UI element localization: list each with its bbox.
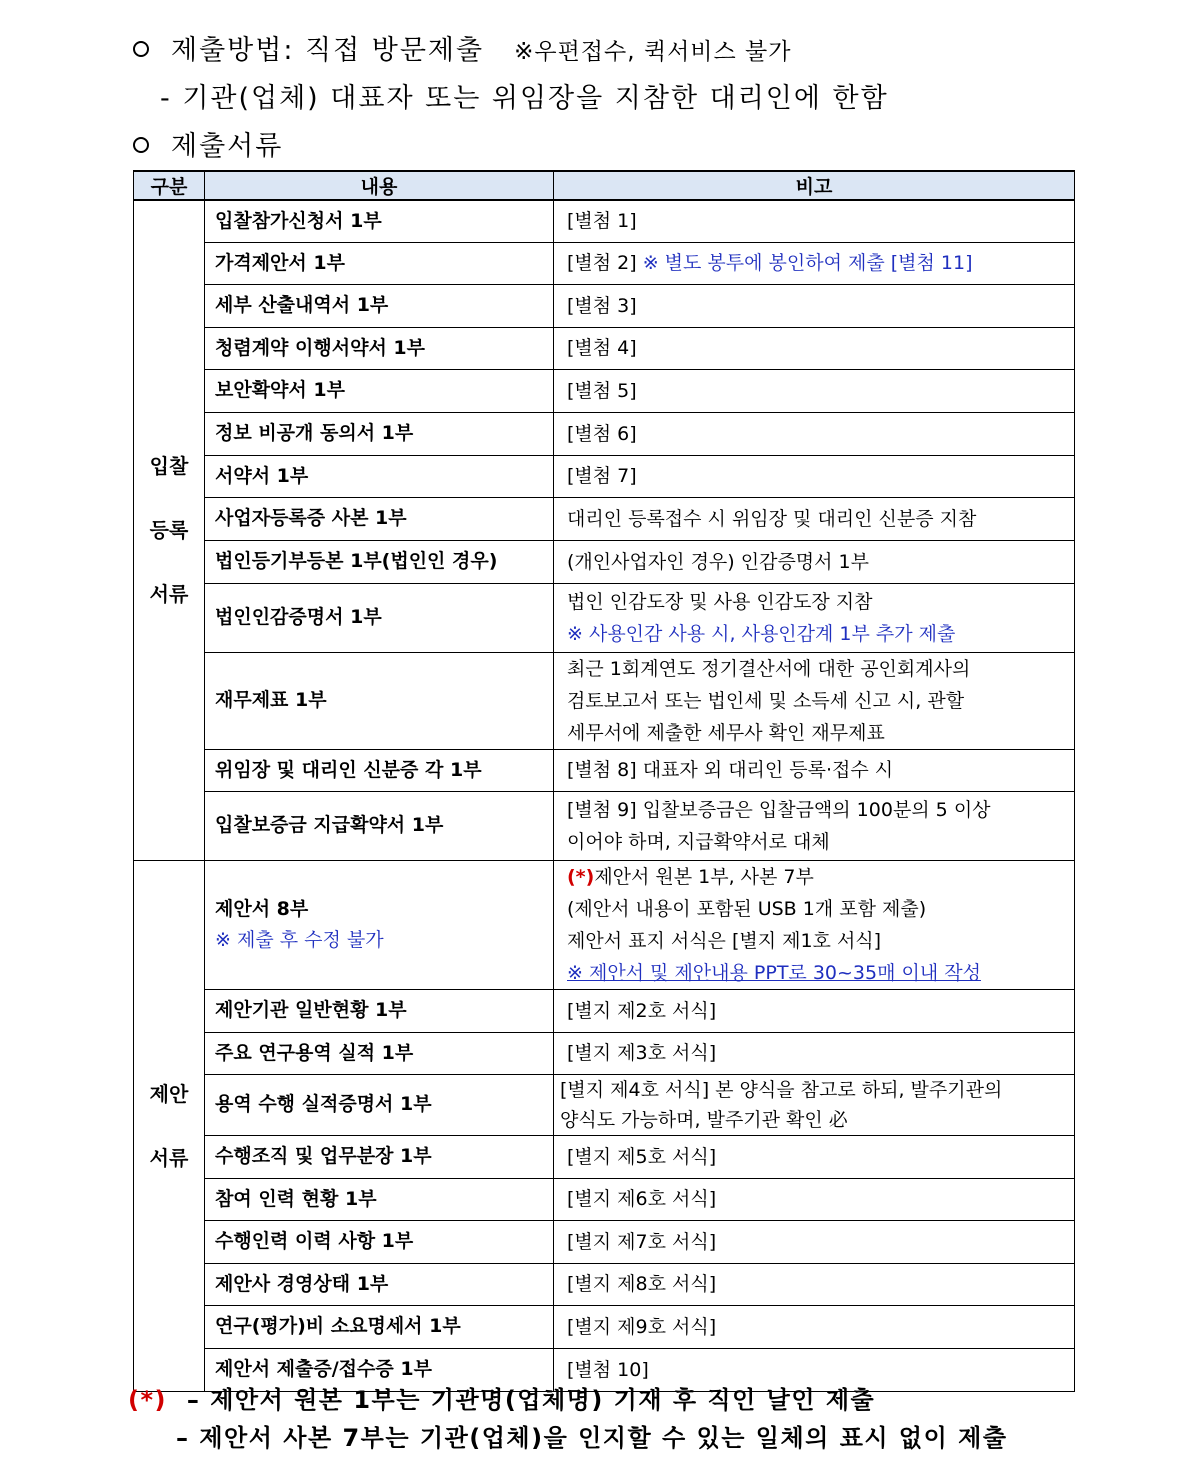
document-remark (554, 583, 1075, 652)
document-name: 세부 산출내역서 1부 (205, 284, 554, 327)
document-remark: [별지 제8호 서식] (554, 1263, 1075, 1305)
table-row (134, 1178, 1075, 1220)
header-category: 구분 (134, 171, 205, 200)
table-header-row (134, 171, 1075, 200)
table-row (134, 860, 1075, 989)
document-remark (554, 860, 1075, 989)
document-remark: [별첨 5] (554, 369, 1075, 412)
document-remark: [별지 제7호 서식] (554, 1220, 1075, 1263)
remark-blue-note: ※ 사용인감 사용 시, 사용인감계 1부 추가 제출 (567, 622, 956, 645)
document-name: 제안서 제출증/접수증 1부 (205, 1348, 554, 1391)
document-name: 재무제표 1부 (205, 652, 554, 749)
table-row (134, 1135, 1075, 1178)
table-row (134, 749, 1075, 791)
table-row (134, 369, 1075, 412)
table-row (134, 284, 1075, 327)
document-remark: [별첨 6] (554, 412, 1075, 455)
table-row (134, 497, 1075, 540)
document-name: 수행인력 이력 사항 1부 (205, 1220, 554, 1263)
document-name: 주요 연구용역 실적 1부 (205, 1032, 554, 1074)
table-row (134, 1032, 1075, 1074)
document-name: 정보 비공개 동의서 1부 (205, 412, 554, 455)
footer-note-2 (176, 1418, 1008, 1453)
remark-text: 이어야 하며, 지급확약서로 대체 (567, 830, 830, 853)
document-name: 가격제안서 1부 (205, 242, 554, 284)
document-remark: (개인사업자인 경우) 인감증명서 1부 (554, 540, 1075, 583)
remark-text: 제안서 원본 1부, 사본 7부 (594, 865, 814, 888)
table-row (134, 1263, 1075, 1305)
submission-method-label: 제출방법: 직접 방문제출 (171, 35, 485, 66)
remark-text: 세무서에 제출한 세무사 확인 재무제표 (567, 721, 885, 744)
table-row (134, 200, 1075, 242)
table-row (134, 242, 1075, 284)
document-remark: [별첨 4] (554, 327, 1075, 369)
submission-method-note: ※우편접수, 퀵서비스 불가 (514, 39, 792, 65)
remark-text: 최근 1회계연도 정기결산서에 대한 공인회계사의 (567, 657, 971, 680)
remark-text: (제안서 내용이 포함된 USB 1개 포함 제출) (567, 897, 927, 920)
document-remark (554, 791, 1075, 860)
document-name: 수행조직 및 업무분장 1부 (205, 1135, 554, 1178)
document-remark: [별첨 1] (554, 200, 1075, 242)
submission-method-line (133, 28, 791, 67)
remark-text: [별첨 2] (567, 252, 637, 274)
category-proposal (134, 860, 205, 1391)
table-row (134, 1074, 1075, 1135)
document-name: 용역 수행 실적증명서 1부 (205, 1074, 554, 1135)
remark-text: 법인 인감도장 및 사용 인감도장 지참 (567, 590, 873, 613)
table-row (134, 412, 1075, 455)
header-content: 내용 (205, 171, 554, 200)
document-remark (554, 242, 1075, 284)
footer-line-2: – 제안서 사본 7부는 기관(업체)을 인지할 수 있는 일체의 표시 없이 제출 (176, 1424, 1008, 1452)
submission-method-subline: - 기관(업체) 대표자 또는 위임장을 지참한 대리인에 한함 (160, 83, 889, 114)
document-name: 연구(평가)비 소요명세서 1부 (205, 1305, 554, 1348)
remark-text: 양식도 가능하며, 발주기관 확인 必 (560, 1108, 848, 1131)
table-row (134, 989, 1075, 1032)
document-remark: [별첨 3] (554, 284, 1075, 327)
document-name: 청렴계약 이행서약서 1부 (205, 327, 554, 369)
document-name: 위임장 및 대리인 신분증 각 1부 (205, 749, 554, 791)
table-row (134, 583, 1075, 652)
remark-red-mark: (*) (567, 865, 595, 888)
document-name: 법인인감증명서 1부 (205, 583, 554, 652)
remark-underlined-note: ※ 제안서 및 제안내용 PPT로 30~35매 이내 작성 (567, 961, 981, 984)
document-remark: [별지 제3호 서식] (554, 1032, 1075, 1074)
footer-red-mark: (*) (128, 1386, 167, 1414)
document-name: 제안사 경영상태 1부 (205, 1263, 554, 1305)
document-name: 사업자등록증 사본 1부 (205, 497, 554, 540)
category-text: 등록 (149, 518, 189, 543)
document-name-text: 제안서 8부 (215, 897, 309, 920)
document-remark (554, 1074, 1075, 1135)
table-row (134, 791, 1075, 860)
remark-text: 제안서 표지 서식은 [별지 제1호 서식] (567, 929, 882, 952)
table-row (134, 455, 1075, 497)
table-row (134, 1305, 1075, 1348)
header-remarks: 비고 (554, 171, 1075, 200)
table-row (134, 652, 1075, 749)
category-bid-registration (134, 200, 205, 860)
category-text: 서류 (149, 1145, 189, 1170)
category-text: 입찰 (149, 454, 189, 479)
document-name: 서약서 1부 (205, 455, 554, 497)
footer-line-1: – 제안서 원본 1부는 기관명(업체명) 기재 후 직인 날인 제출 (186, 1386, 876, 1414)
circle-bullet-icon (133, 41, 149, 57)
document-remark (554, 652, 1075, 749)
document-remark: [별지 제2호 서식] (554, 989, 1075, 1032)
document-remark: [별지 제9호 서식] (554, 1305, 1075, 1348)
remark-text (567, 861, 1074, 893)
table-row (134, 1220, 1075, 1263)
table-row (134, 540, 1075, 583)
document-remark: [별첨 10] (554, 1348, 1075, 1391)
remark-text: [별첨 9] 입찰보증금은 입찰금액의 100분의 5 이상 (567, 798, 991, 821)
remark-text: 검토보고서 또는 법인세 및 소득세 신고 시, 관할 (567, 689, 965, 712)
document-remark: 대리인 등록접수 시 위임장 및 대리인 신분증 지참 (554, 497, 1075, 540)
document-remark: [별첨 8] 대표자 외 대리인 등록·접수 시 (554, 749, 1075, 791)
document-remark: [별지 제5호 서식] (554, 1135, 1075, 1178)
document-remark: [별지 제6호 서식] (554, 1178, 1075, 1220)
footer-note-1 (128, 1380, 875, 1415)
document-name (205, 860, 554, 989)
document-name: 법인등기부등본 1부(법인인 경우) (205, 540, 554, 583)
category-text: 제안 (149, 1081, 189, 1106)
table-row (134, 327, 1075, 369)
document-name-note: ※ 제출 후 수정 불가 (215, 928, 384, 951)
circle-bullet-icon (133, 137, 149, 153)
submission-docs-line (133, 124, 283, 163)
document-name: 참여 인력 현황 1부 (205, 1178, 554, 1220)
remark-text: [별지 제4호 서식] 본 양식을 참고로 하되, 발주기관의 (560, 1078, 1003, 1101)
submission-documents-table (133, 170, 1075, 1392)
document-name: 제안기관 일반현황 1부 (205, 989, 554, 1032)
document-name: 보안확약서 1부 (205, 369, 554, 412)
category-text: 서류 (149, 582, 189, 607)
document-name: 입찰보증금 지급확약서 1부 (205, 791, 554, 860)
remark-blue-note: ※ 별도 봉투에 봉인하여 제출 [별첨 11] (642, 252, 973, 274)
document-remark: [별첨 7] (554, 455, 1075, 497)
submission-docs-label: 제출서류 (171, 131, 284, 162)
document-name: 입찰참가신청서 1부 (205, 200, 554, 242)
